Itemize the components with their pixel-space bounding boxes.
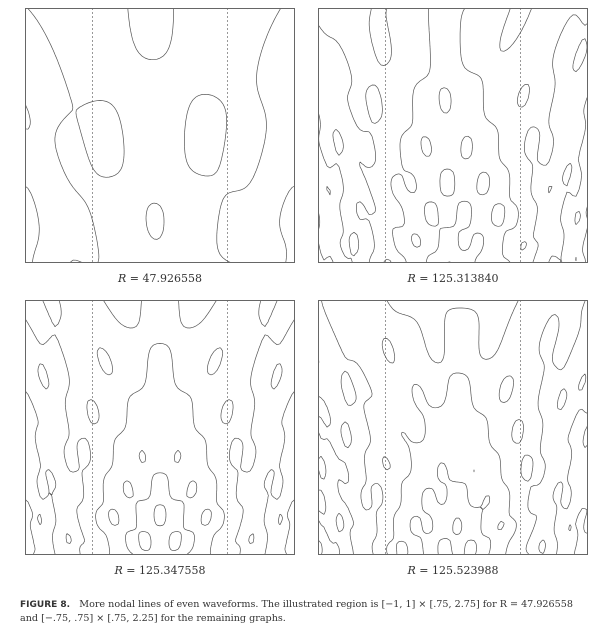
nodal-lines-svg-3 [25,300,295,555]
plot-label-4 [318,564,588,577]
nodal-lines [318,300,588,555]
plot-frame [26,9,295,263]
nodal-lines [25,8,295,263]
r-value: 47.926558 [142,272,202,285]
r-symbol: R [407,272,416,285]
plot-label-2 [318,272,588,285]
nodal-lines [318,8,588,263]
caption-text: More nodal lines of even waveforms. The illustrated region is [−1, 1] × [.75, 2.75] for R = 47.926558 and [−.75, .75] × [.75, 2.25] for the remaining graphs. [20,599,573,624]
nodal-lines-svg-2 [318,8,588,263]
r-value: 125.313840 [432,272,499,285]
nodal-plot-2 [318,8,588,263]
plot-label-3 [25,564,295,577]
r-symbol: R [117,272,127,285]
r-value: 125.523988 [432,564,499,577]
r-value: 125.347558 [139,564,206,577]
nodal-lines-svg-4 [318,300,588,555]
nodal-plot-4 [318,300,588,555]
plot-frame [319,9,588,263]
r-equals: = [122,564,140,577]
nodal-lines [25,300,295,555]
nodal-plot-1 [25,8,295,263]
figure-caption [20,598,590,625]
r-equals: = [415,564,433,577]
r-equals: = [415,272,433,285]
plot-frame [26,301,295,555]
nodal-lines-svg-1 [25,8,295,263]
r-equals: = [126,272,143,285]
r-symbol: R [407,564,416,577]
caption-label: FIGURE 8. [20,600,71,610]
plot-label-1 [25,272,295,285]
plot-frame [319,301,588,555]
r-symbol: R [114,564,123,577]
nodal-plot-3 [25,300,295,555]
